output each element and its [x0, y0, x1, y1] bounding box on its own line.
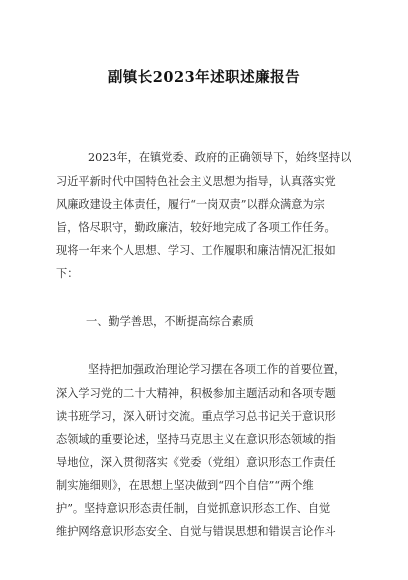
section-1-text-3: 读书班学习，深入研讨交流。重点学习总书记关于意识形	[56, 410, 336, 423]
section-1-line-7	[0, 502, 408, 516]
intro-line-1	[0, 151, 408, 165]
intro-text-5: 现将一年来个人思想、学习、工作履职和廉洁情况汇报如	[56, 244, 336, 257]
section-1-text-2: 深入学习党的二十大精神，积极参加主题活动和各项专题	[56, 387, 336, 400]
intro-line-2	[0, 175, 408, 189]
section-1-text-4: 态领域的重要论述，坚持马克思主义在意识形态领域的指	[56, 433, 336, 446]
section-1-line-6	[0, 479, 408, 493]
section-1-line-2	[0, 387, 408, 401]
intro-text-4: 旨，恪尽职守，勤政廉洁，较好地完成了各项工作任务。	[56, 221, 336, 234]
section-1-line-1	[0, 363, 408, 377]
intro-text-3: 风廉政建设主体责任，履行“一岗双责”以群众满意为宗	[56, 198, 325, 211]
section-1-text-1: 坚持把加强政治理论学习摆在各项工作的首要位置，	[88, 363, 346, 376]
intro-line-3	[0, 198, 408, 212]
section-1-heading-text: 一、勤学善思，不断提高综合素质	[86, 315, 254, 328]
document-title: 副镇长2023年述职述廉报告	[107, 69, 301, 86]
section-1-heading	[0, 315, 408, 329]
section-1-line-3	[0, 410, 408, 424]
section-1-text-6: 制实施细则》，在思想上坚决做到“四个自信”“两个维	[56, 479, 314, 492]
intro-text-2: 习近平新时代中国特色社会主义思想为指导，认真落实党	[56, 175, 336, 188]
intro-line-5	[0, 244, 408, 258]
section-1-text-8: 维护网络意识形态安全、自觉与错误思想和错误言论作斗	[56, 525, 336, 538]
intro-line-6	[0, 267, 408, 281]
section-1-text-5: 导地位，深入贯彻落实《党委（党组）意识形态工作责任	[56, 456, 336, 469]
section-1-text-7: 护”。坚持意识形态责任制，自觉抓意识形态工作、自觉	[56, 502, 331, 515]
section-1-line-8	[0, 525, 408, 539]
section-1-line-4	[0, 433, 408, 447]
intro-text-1: 2023年，在镇党委、政府的正确领导下，始终坚持以	[88, 151, 352, 164]
section-1-line-5	[0, 456, 408, 470]
intro-text-6: 下：	[56, 267, 79, 280]
intro-line-4	[0, 221, 408, 235]
